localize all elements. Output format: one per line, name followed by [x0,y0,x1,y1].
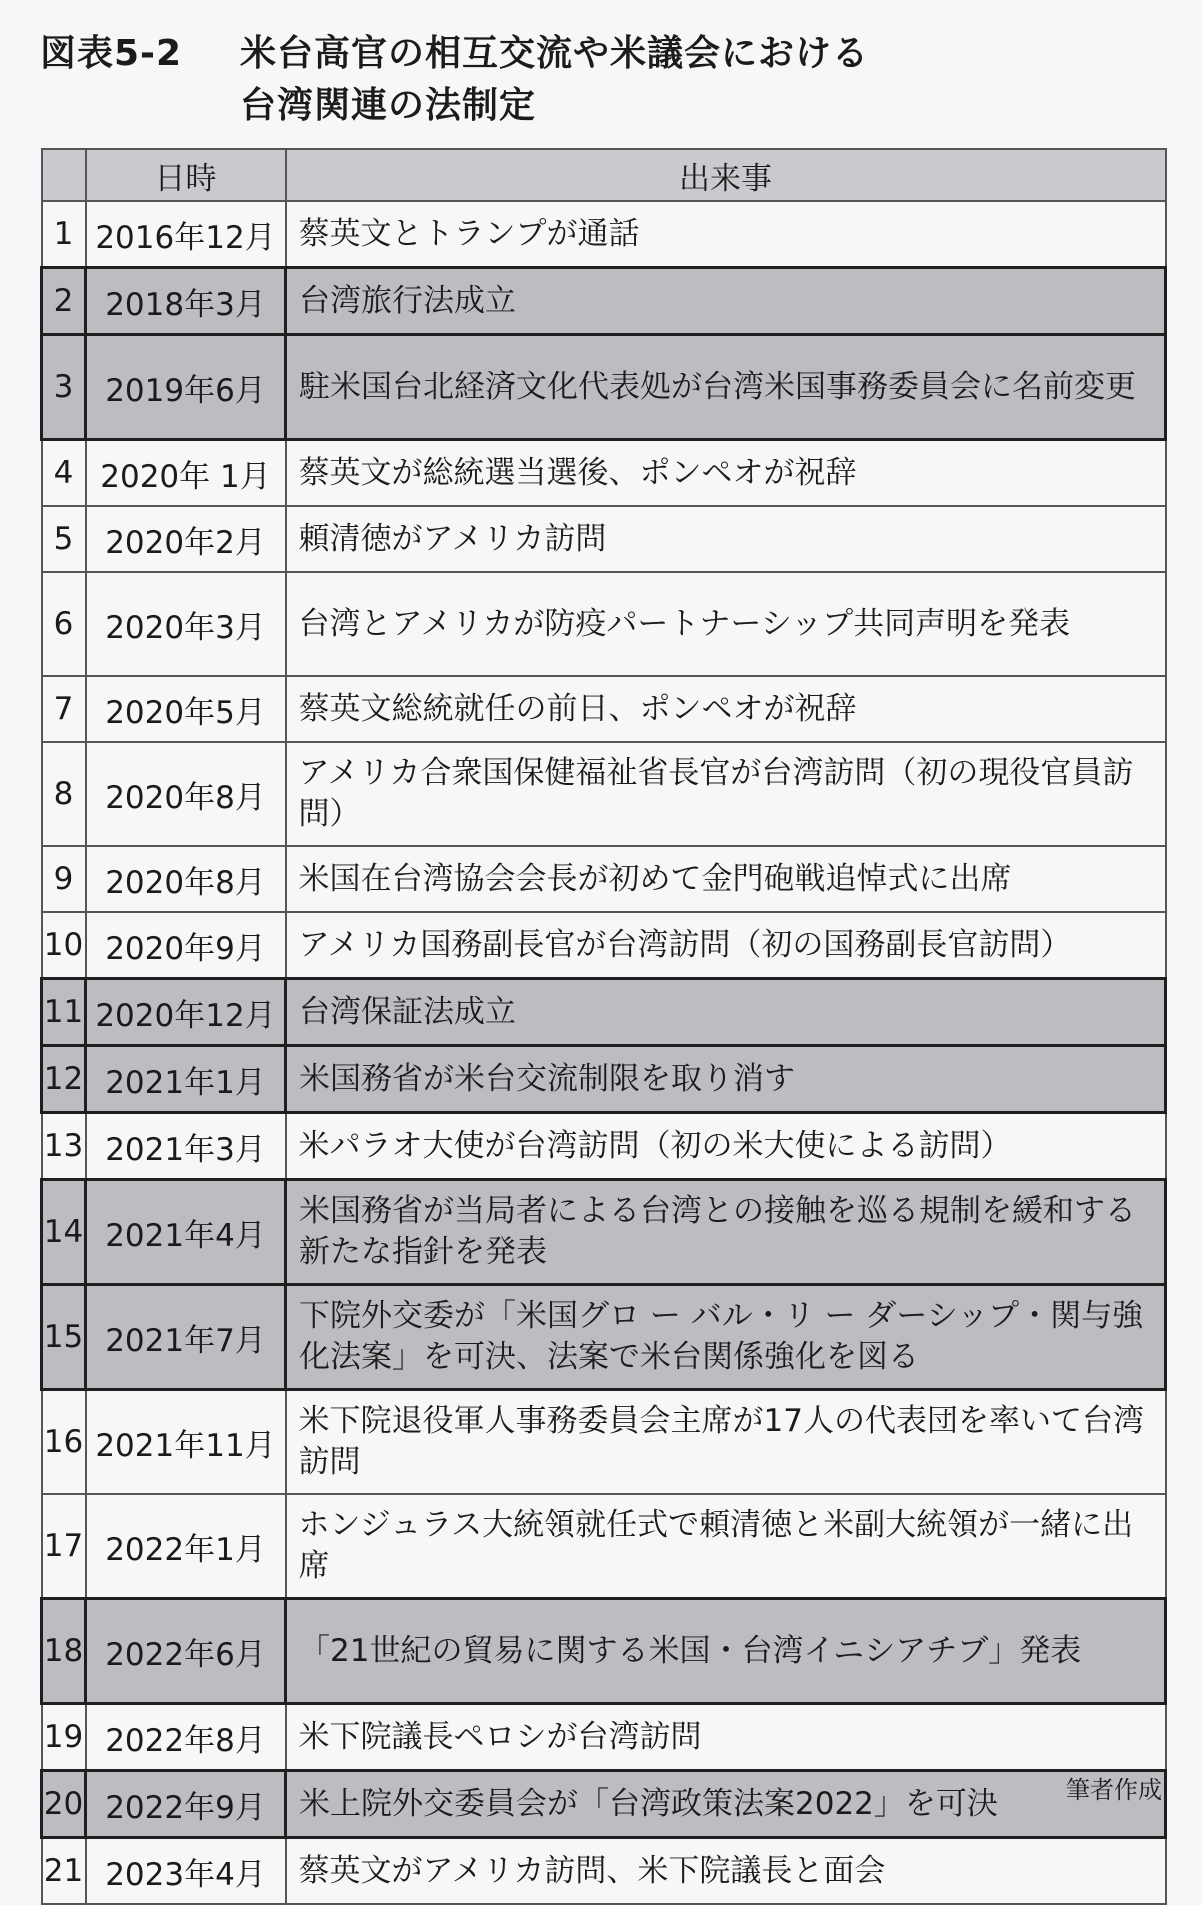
row-date-cell: 2020年8月 [86,742,286,846]
figure-number: 図表5-2 [40,33,183,74]
row-date-cell: 2022年9月 [86,1771,286,1838]
row-event-cell: 米国務省が当局者による台湾との接触を巡る規制を緩和する新たな指針を発表 [286,1180,1166,1285]
row-date-cell: 2021年1月 [86,1046,286,1113]
row-date-cell: 2019年6月 [86,335,286,440]
row-number-cell: 13 [42,1113,86,1180]
table-row [42,506,1166,572]
row-event-cell: アメリカ合衆国保健福祉省長官が台湾訪問（初の現役官員訪問） [286,742,1166,846]
row-number-cell: 4 [42,440,86,507]
row-date-cell: 2018年3月 [86,268,286,335]
table-row [42,335,1166,440]
row-date-cell: 2022年8月 [86,1704,286,1771]
table-row [42,440,1166,507]
table-row [42,1494,1166,1599]
row-number-cell: 6 [42,572,86,676]
row-date-cell: 2021年4月 [86,1180,286,1285]
row-number-cell: 5 [42,506,86,572]
row-date-cell: 2021年7月 [86,1285,286,1390]
row-event-cell: 蔡英文がアメリカ訪問、米下院議長と面会 [286,1838,1166,1905]
row-date-cell: 2020年5月 [86,676,286,742]
row-date-cell: 2020年9月 [86,912,286,979]
row-event-cell: 米上院外交委員会が「台湾政策法案2022」を可決 [286,1771,1166,1838]
table-row [42,912,1166,979]
row-event-cell: 台湾旅行法成立 [286,268,1166,335]
row-event-cell: 蔡英文が総統選当選後、ポンペオが祝辞 [286,440,1166,507]
row-date-cell: 2022年6月 [86,1599,286,1704]
table-row [42,742,1166,846]
row-date-cell: 2023年4月 [86,1838,286,1905]
table-row [42,979,1166,1046]
row-event-cell: 「21世紀の貿易に関する米国・台湾イニシアチブ」発表 [286,1599,1166,1704]
row-date-cell: 2021年3月 [86,1113,286,1180]
row-date-cell: 2022年1月 [86,1494,286,1599]
row-number-cell: 3 [42,335,86,440]
row-number-cell: 14 [42,1180,86,1285]
row-event-cell: 蔡英文総統就任の前日、ポンペオが祝辞 [286,676,1166,742]
header-row [42,149,1166,201]
row-number-cell: 12 [42,1046,86,1113]
table-row [42,268,1166,335]
events-table [40,148,1167,1905]
figure-title [40,28,869,132]
title-line-1 [40,28,869,80]
row-number-cell: 20 [42,1771,86,1838]
header-no [42,149,86,201]
table-row [42,572,1166,676]
row-date-cell: 2020年12月 [86,979,286,1046]
table-row [42,1599,1166,1704]
row-event-cell: 米パラオ大使が台湾訪問（初の米大使による訪問） [286,1113,1166,1180]
row-number-cell: 7 [42,676,86,742]
row-event-cell: 頼清徳がアメリカ訪問 [286,506,1166,572]
table-row [42,201,1166,268]
table-row [42,1180,1166,1285]
row-date-cell: 2020年8月 [86,846,286,912]
row-number-cell: 9 [42,846,86,912]
row-event-cell: 駐米国台北経済文化代表処が台湾米国事務委員会に名前変更 [286,335,1166,440]
table-row [42,1046,1166,1113]
row-number-cell: 15 [42,1285,86,1390]
row-event-cell: 下院外交委が「米国グロ ー バル・リ ー ダーシップ・関与強化法案」を可決、法案で米台関係強化を図る [286,1285,1166,1390]
row-event-cell: 台湾保証法成立 [286,979,1166,1046]
row-date-cell: 2016年12月 [86,201,286,268]
row-number-cell: 2 [42,268,86,335]
table-row [42,1771,1166,1838]
title-line-2: 台湾関連の法制定 [240,85,537,126]
row-event-cell: アメリカ国務副長官が台湾訪問（初の国務副長官訪問） [286,912,1166,979]
row-number-cell: 17 [42,1494,86,1599]
row-event-cell: ホンジュラス大統領就任式で頼清徳と米副大統領が一緒に出席 [286,1494,1166,1599]
row-event-cell: 米下院退役軍人事務委員会主席が17人の代表団を率いて台湾訪問 [286,1390,1166,1495]
header-event: 出来事 [286,149,1166,201]
table-row [42,1838,1166,1905]
header-date: 日時 [86,149,286,201]
row-event-cell: 台湾とアメリカが防疫パートナーシップ共同声明を発表 [286,572,1166,676]
row-number-cell: 21 [42,1838,86,1905]
row-event-cell: 蔡英文とトランプが通話 [286,201,1166,268]
table-row [42,846,1166,912]
row-number-cell: 18 [42,1599,86,1704]
table-row [42,1704,1166,1771]
row-number-cell: 10 [42,912,86,979]
row-number-cell: 8 [42,742,86,846]
source-note: 筆者作成 [1066,1776,1162,1804]
row-event-cell: 米国在台湾協会会長が初めて金門砲戦追悼式に出席 [286,846,1166,912]
row-date-cell: 2020年3月 [86,572,286,676]
table-row [42,1113,1166,1180]
title-text-1: 米台高官の相互交流や米議会における [240,33,870,74]
table-row [42,1285,1166,1390]
row-event-cell: 米国務省が米台交流制限を取り消す [286,1046,1166,1113]
row-number-cell: 19 [42,1704,86,1771]
table-row [42,676,1166,742]
row-date-cell: 2021年11月 [86,1390,286,1495]
row-date-cell: 2020年 1月 [86,440,286,507]
row-number-cell: 16 [42,1390,86,1495]
row-number-cell: 1 [42,201,86,268]
row-number-cell: 11 [42,979,86,1046]
table-row [42,1390,1166,1495]
row-event-cell: 米下院議長ペロシが台湾訪問 [286,1704,1166,1771]
row-date-cell: 2020年2月 [86,506,286,572]
